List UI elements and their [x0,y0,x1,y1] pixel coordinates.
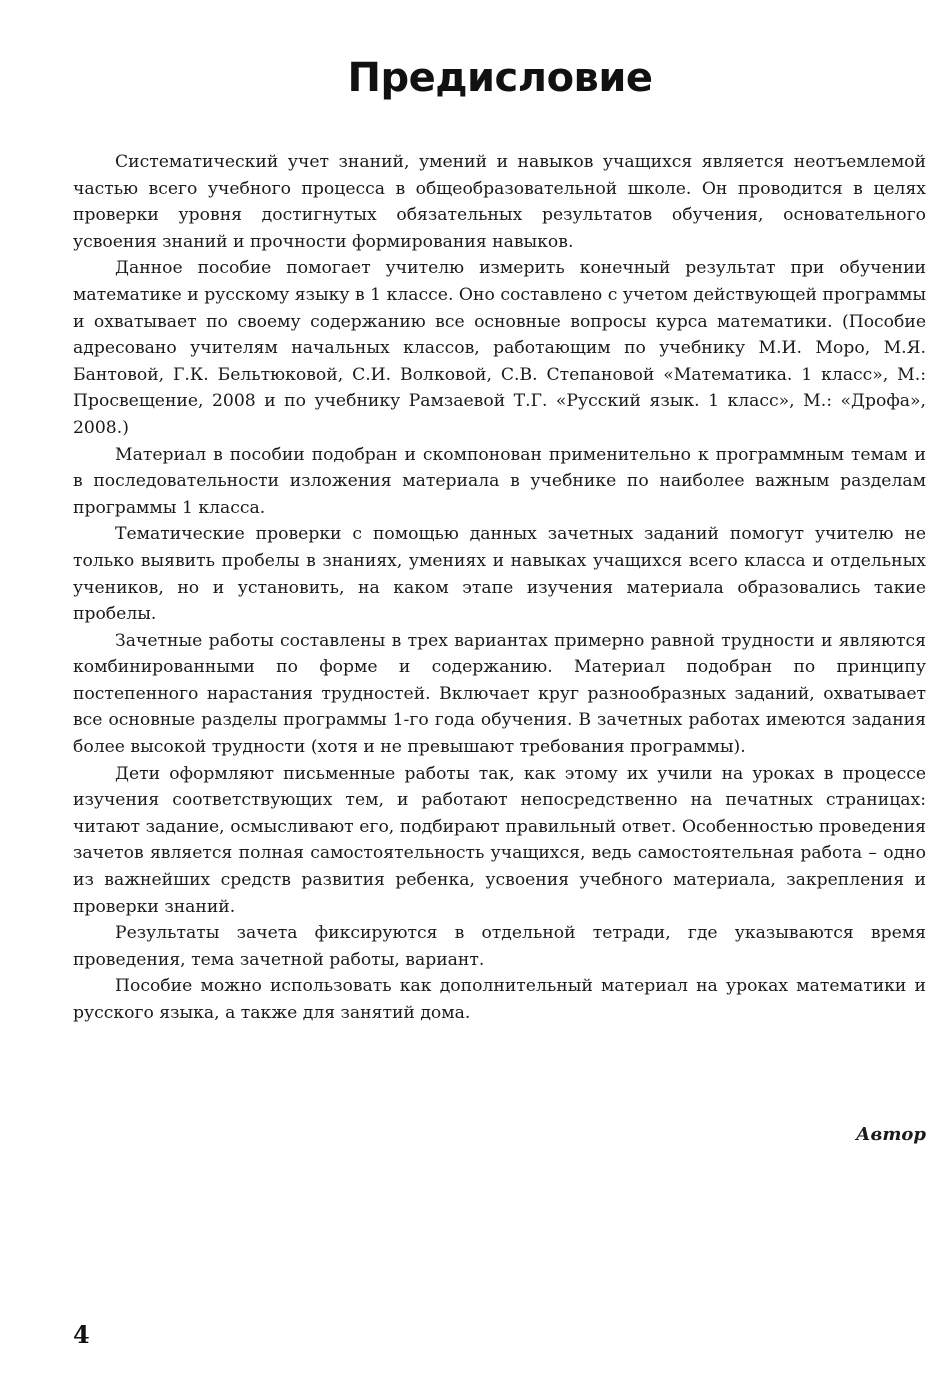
preface-body [73,149,926,1027]
paragraph: Тематические проверки с помощью данных зачетных заданий помогут учителю не только выявить пробелы в знаниях, умениях и навыках учащихся всего класса и отдельных учеников, но и установить, на каком этапе изучения материала образовались такие пробелы. [73,524,926,625]
paragraph: Зачетные работы составлены в трех вариантах примерно равной трудности и являются комбинированными по форме и содержанию. Материал подобран по принципу постепенного нарастания трудностей. Включает круг разнообразных заданий, охватывает все основные разделы программы 1-го года обучения. В зачетных работах имеются задания более высокой трудности (хотя и не превышают требования программы). [73,630,926,758]
paragraph: Результаты зачета фиксируются в отдельной тетради, где указываются время проведения, тема зачетной работы, вариант. [73,923,926,970]
paragraph: Дети оформляют письменные работы так, как этому их учили на уроках в процессе изучения соответствующих тем, и работают непосредственно на печатных страницах: читают задание, осмысливают его, подбирают правильный ответ. Особенностью проведения зачетов является полная самостоятельность учащихся, ведь самостоятельная работа – одно из важнейших средств развития ребенка, усвоения учебного материала, закрепления и проверки знаний. [73,763,926,917]
paragraph: Пособие можно использовать как дополнительный материал на уроках математики и русского языка, а также для занятий дома. [73,976,926,1023]
page-title: Предисловие [347,55,653,101]
paragraph: Систематический учет знаний, умений и навыков учащихся является неотъемлемой частью всего учебного процесса в общеобразовательной школе. Он проводится в целях проверки уровня достигнутых обязательных результатов обучения, основательного усвоения знаний и прочности формирования навыков. [73,152,926,252]
page-number: 4 [73,1320,90,1349]
author-signature: Автор [855,1124,926,1145]
paragraph: Данное пособие помогает учителю измерить конечный результат при обучении математике и русскому языку в 1 классе. Оно составлено с учетом действующей программы и охватывает по своему содержанию все основные вопросы курса математики. (Пособие адресовано учителям начальных классов, работающим по учебнику М.И. Моро, М.Я. Бантовой, Г.К. Бельтюковой, С.И. Волковой, С.В. Степановой «Математика. 1 класс», М.: Просвещение, 2008 и по учебнику Рамзаевой Т.Г. «Русский язык. 1 класс», М.: «Дрофа», 2008.) [73,258,926,438]
paragraph: Материал в пособии подобран и скомпонован применительно к программным темам и в последовательности изложения материала в учебнике по наиболее важным разделам программы 1 класса. [73,444,926,518]
